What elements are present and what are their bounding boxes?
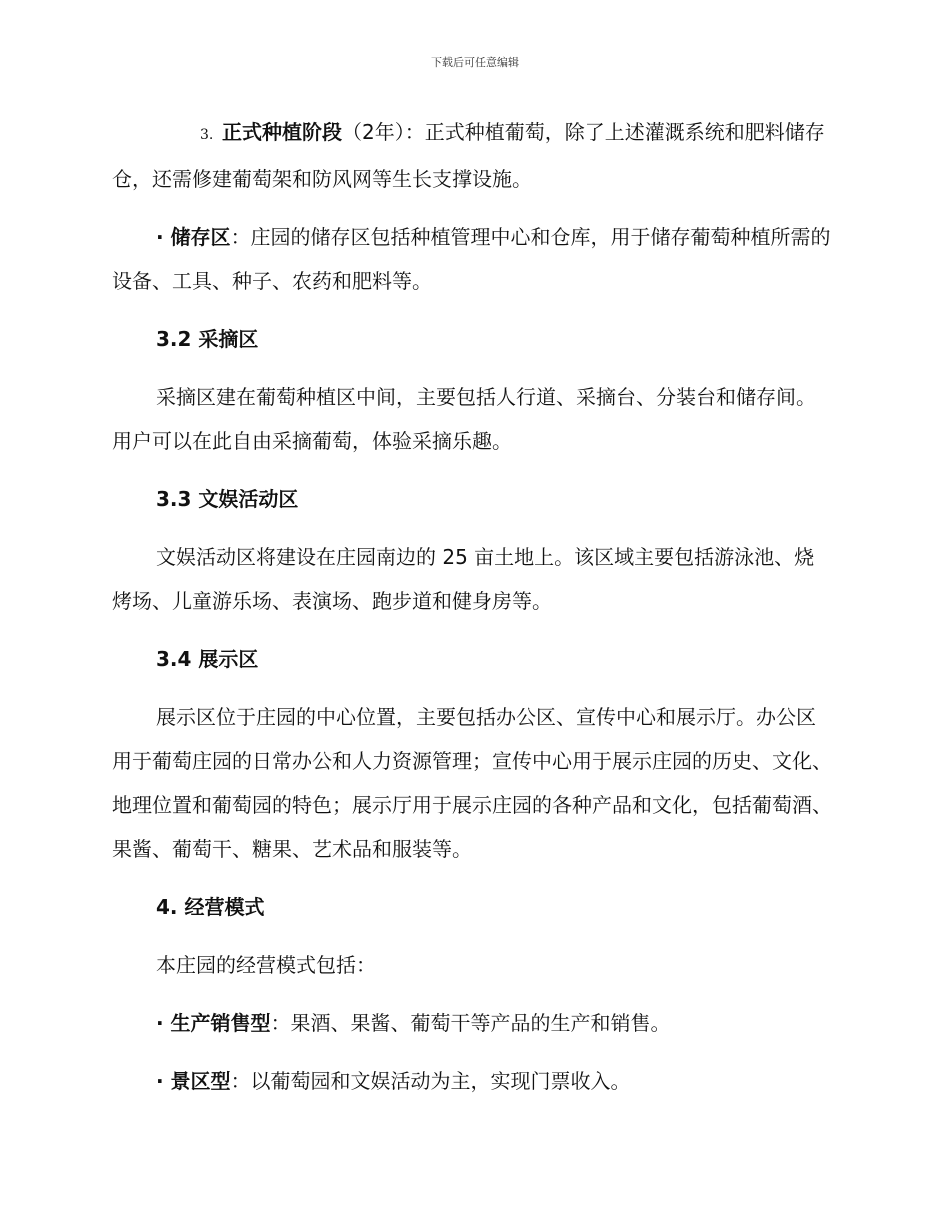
page-header: 下载后可任意编辑 (431, 56, 519, 69)
bullet-text-production: ：果酒、果酱、葡萄干等产品的生产和销售。 (270, 1011, 671, 1035)
document-body (112, 110, 834, 1117)
heading-3-3: 3.3 文娱活动区 (156, 487, 299, 511)
heading-4: 4. 经营模式 (156, 895, 265, 919)
bullet-label-storage: · 储存区 (156, 225, 231, 249)
phase-title: 正式种植阶段 (222, 120, 342, 144)
paragraph-display-area: 展示区位于庄园的中心位置，主要包括办公区、宣传中心和展示厅。办公区用于葡萄庄园的日常办公和人力资源管理；宣传中心用于展示庄园的历史、文化、地理位置和葡萄园的特色；展示厅用于展示庄园的各种产品和文化，包括葡萄酒、果酱、葡萄干、糖果、艺术品和服装等。 (112, 705, 832, 861)
heading-3-4: 3.4 展示区 (156, 647, 259, 671)
paragraph-picking-area: 采摘区建在葡萄种植区中间，主要包括人行道、采摘台、分装台和储存间。用户可以在此自由采摘葡萄，体验采摘乐趣。 (112, 385, 816, 453)
paragraph-business-intro: 本庄园的经营模式包括： (156, 953, 376, 977)
phase-text: （2年）：正式种植葡萄，除了上述灌溉系统和肥料储存仓，还需修建葡萄架和防风网等生长支撑设施。 (112, 120, 825, 191)
paragraph-entertainment-area: 文娱活动区将建设在庄园南边的 25 亩土地上。该区域主要包括游泳池、烧烤场、儿童游乐场、表演场、跑步道和健身房等。 (112, 545, 815, 613)
bullet-label-production: · 生产销售型 (156, 1011, 271, 1035)
paragraph-formal-planting (112, 110, 834, 201)
heading-3-2: 3.2 采摘区 (156, 327, 259, 351)
bullet-label-scenic: · 景区型 (156, 1069, 231, 1093)
paragraph-storage-area (112, 215, 834, 303)
bullet-text-scenic: ：以葡萄园和文娱活动为主，实现门票收入。 (230, 1069, 631, 1093)
list-number: 3. (200, 127, 214, 143)
paragraph-scenic-area (112, 1059, 834, 1103)
bullet-text-storage: ：庄园的储存区包括种植管理中心和仓库，用于储存葡萄种植所需的设备、工具、种子、农药和肥料等。 (112, 225, 831, 293)
paragraph-production-sales (112, 1001, 834, 1045)
